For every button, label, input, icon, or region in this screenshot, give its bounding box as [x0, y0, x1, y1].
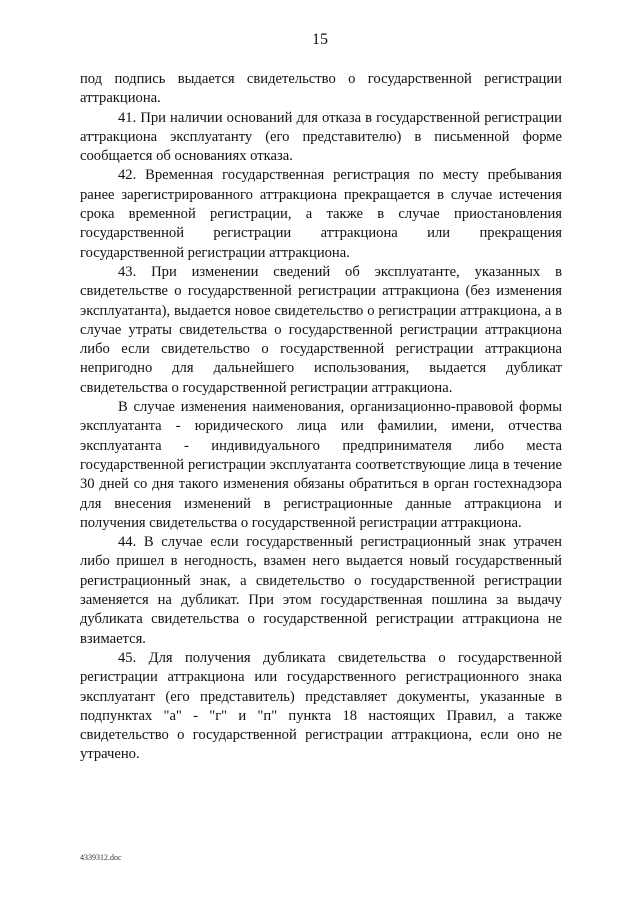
paragraph-42: 42. Временная государственная регистрация по месту пребывания ранее зарегистрированного аттракциона прекращается в случае истечения срока временной регистрации, а также в случае приостановления государственной регистрации аттракциона или прекращения государственной регистрации аттракциона.	[80, 167, 562, 261]
paragraph-41: 41. При наличии оснований для отказа в государственной регистрации аттракциона эксплуатанту (его представителю) в письменной форме сообщается об основаниях отказа.	[80, 109, 562, 165]
document-body	[80, 70, 562, 765]
paragraph-43: 43. При изменении сведений об эксплуатанте, указанных в свидетельстве о государственной регистрации аттракциона (без изменения эксплуатанта), выдается новое свидетельство о регистрации аттракциона, а в случае утраты свидетельства о государственной регистрации аттракциона либо если свидетельство о государственной регистрации аттракциона непригодно для дальнейшего использования, выдается дубликат свидетельства о государственной регистрации аттракциона.	[80, 263, 562, 396]
paragraph-continuation: под подпись выдается свидетельство о государственной регистрации аттракциона.	[80, 71, 562, 107]
footer-document-code: 4339312.doc	[80, 853, 122, 862]
paragraph-45: 45. Для получения дубликата свидетельства о государственной регистрации аттракциона или государственного регистрационного знака эксплуатант (его представитель) представляет документы, указанные в подпунктах "а" - "г" и "п" пункта 18 настоящих Правил, а также свидетельство о государственной регистрации аттракциона, если оно не утрачено.	[80, 649, 562, 763]
paragraph-44: 44. В случае если государственный регистрационный знак утрачен либо пришел в негодность, взамен него выдается новый государственный регистрационный знак, а свидетельство о государственной регистрации заменяется на дубликат. При этом государственная пошлина за выдачу дубликата свидетельства о государственной регистрации аттракциона не взимается.	[80, 534, 562, 647]
page-number: 15	[312, 31, 328, 48]
paragraph-43-name-change: В случае изменения наименования, организационно-правовой формы эксплуатанта - юридического лица или фамилии, имени, отчества эксплуатанта - индивидуального предпринимателя либо места государственной регистрации эксплуатанта соответствующие лица в течение 30 дней со дня такого изменения обязаны обратиться в орган гостехнадзора для внесения изменений в регистрационные данные аттракциона и получения свидетельства о государственной регистрации аттракциона.	[80, 399, 562, 531]
